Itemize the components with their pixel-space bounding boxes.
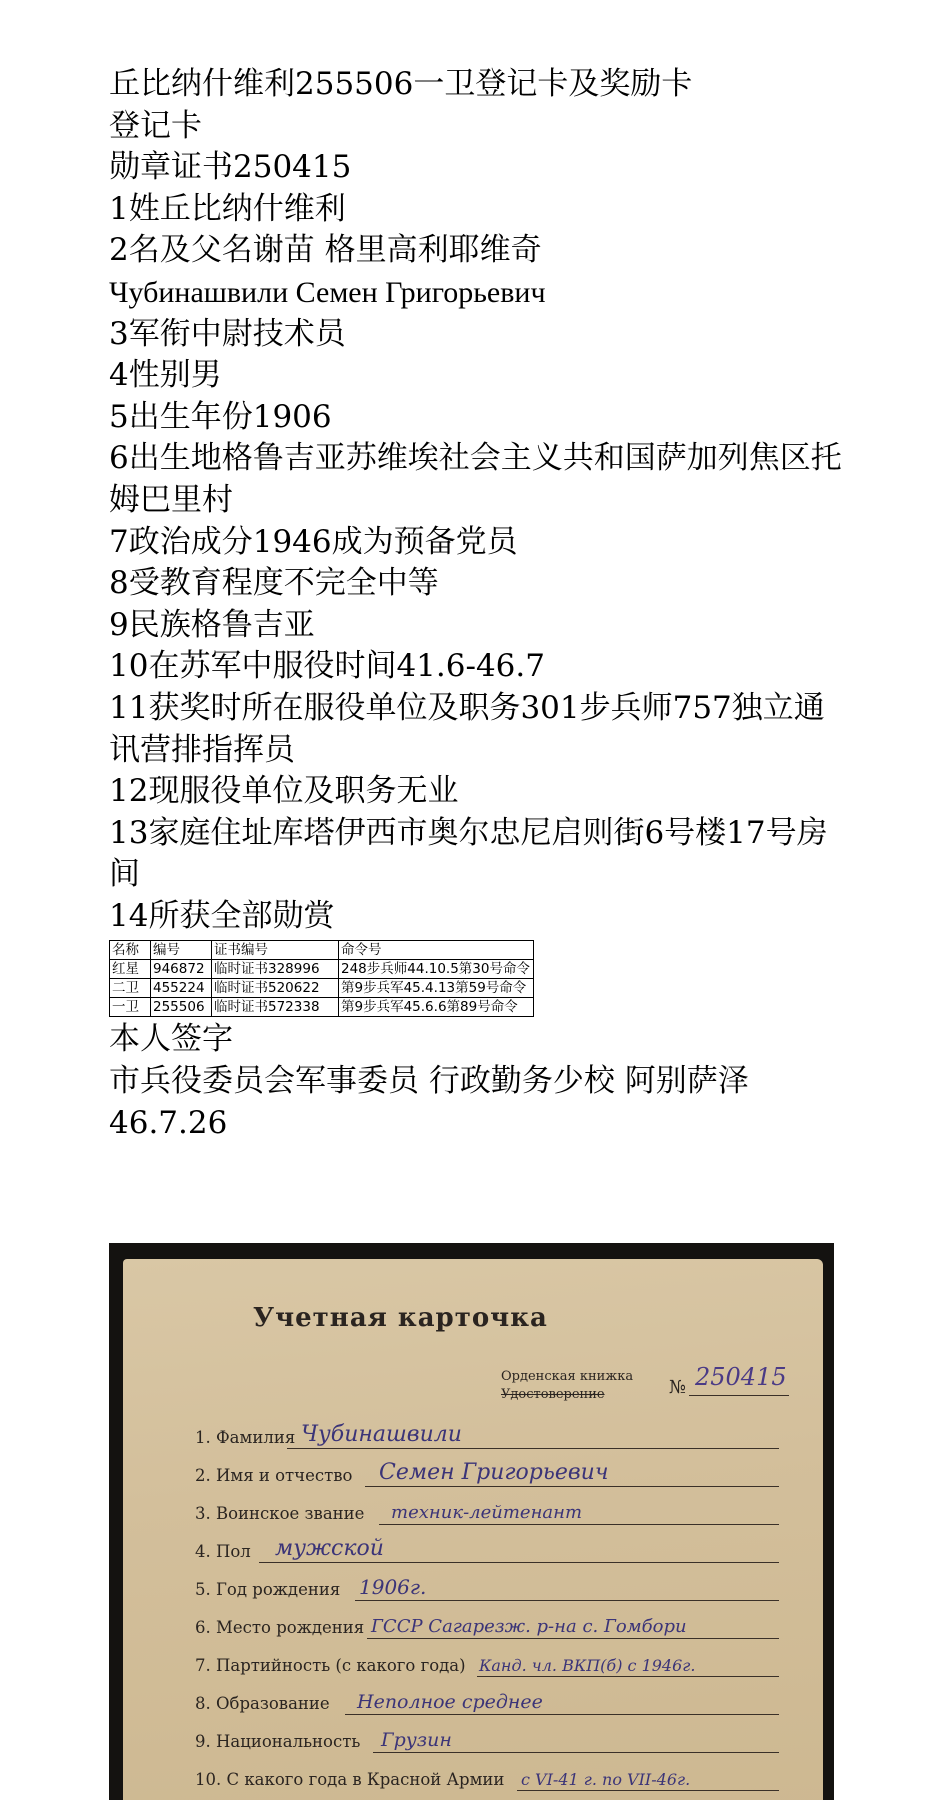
card-row-underline bbox=[355, 1600, 779, 1601]
table-cell: 第9步兵军45.6.6第89号命令 bbox=[339, 998, 534, 1017]
card-row-value: с VI-41 г. по VII-46г. bbox=[521, 1770, 691, 1789]
card-row bbox=[195, 1761, 795, 1795]
card-row-underline bbox=[345, 1714, 779, 1715]
card-row-underline bbox=[373, 1752, 779, 1753]
card-row-label: 3. Воинское звание bbox=[195, 1504, 365, 1523]
table-row bbox=[110, 979, 534, 998]
field-rank: 3军衔中尉技术员 bbox=[109, 315, 346, 352]
card-row-label: 5. Год рождения bbox=[195, 1580, 341, 1599]
card-row-value: мужской bbox=[275, 1536, 384, 1561]
section-heading: 登记卡 bbox=[109, 107, 202, 144]
doc-title: 丘比纳什维利255506一卫登记卡及奖励卡 bbox=[109, 66, 693, 102]
card-row-underline bbox=[379, 1524, 779, 1525]
card-row-label: 2. Имя и отчество bbox=[195, 1466, 353, 1485]
table-header: 证书编号 bbox=[212, 941, 339, 960]
card-row bbox=[195, 1571, 795, 1605]
card-row bbox=[195, 1723, 795, 1757]
card-row bbox=[195, 1419, 795, 1453]
card-row-underline bbox=[517, 1790, 779, 1791]
field-russian-name: Чубинашвили Семен Григорьевич bbox=[109, 275, 546, 309]
card-row bbox=[195, 1647, 795, 1681]
card-row-label: 6. Место рождения bbox=[195, 1618, 365, 1637]
date-line: 46.7.26 bbox=[109, 1104, 228, 1141]
scanned-card-photo bbox=[109, 1243, 834, 1800]
card-row-underline bbox=[259, 1562, 779, 1563]
field-current-unit: 12现服役单位及职务无业 bbox=[109, 773, 459, 810]
card-row bbox=[195, 1457, 795, 1491]
card-row bbox=[195, 1495, 795, 1529]
card-row-label: 7. Партийность (с какого года) bbox=[195, 1656, 466, 1675]
field-service-period: 10在苏军中服役时间41.6-46.7 bbox=[109, 648, 545, 685]
card-row-underline bbox=[287, 1448, 779, 1449]
card-row bbox=[195, 1533, 795, 1567]
commissar-line: 市兵役委员会军事委员 行政勤务少校 阿别萨泽 bbox=[109, 1063, 749, 1100]
table-cell: 455224 bbox=[151, 979, 212, 998]
table-cell: 255506 bbox=[151, 998, 212, 1017]
table-cell: 临时证书572338 bbox=[212, 998, 339, 1017]
card-row-value: техник-лейтенант bbox=[391, 1502, 583, 1523]
signature-line: 本人签字 bbox=[109, 1021, 233, 1058]
card-row-underline bbox=[477, 1676, 779, 1677]
card-row bbox=[195, 1609, 795, 1643]
card-row bbox=[195, 1685, 795, 1719]
card-row-label: 1. Фамилия bbox=[195, 1428, 296, 1447]
table-header: 命令号 bbox=[339, 941, 534, 960]
awards-table bbox=[109, 940, 534, 1017]
card-row-value: 1906г. bbox=[359, 1575, 427, 1599]
field-birthplace: 6出生地格鲁吉亚苏维埃社会主义共和国萨加列焦区托姆巴里村 bbox=[109, 440, 842, 518]
table-header: 名称 bbox=[110, 941, 151, 960]
transcription bbox=[109, 64, 849, 1144]
table-header-row bbox=[110, 941, 534, 960]
card-row-label: 8. Образование bbox=[195, 1694, 330, 1713]
field-address: 13家庭住址库塔伊西市奥尔忠尼启则街6号楼17号房间 bbox=[109, 814, 828, 893]
field-surname: 1姓丘比纳什维利 bbox=[109, 190, 346, 227]
table-cell: 248步兵师44.10.5第30号命令 bbox=[339, 960, 534, 979]
field-nationality: 9民族格鲁吉亚 bbox=[109, 606, 315, 643]
table-cell: 二卫 bbox=[110, 979, 151, 998]
field-party: 7政治成分1946成为预备党员 bbox=[109, 523, 518, 560]
udost-label: Удостоверение bbox=[501, 1387, 605, 1402]
card-row-value: Неполное среднее bbox=[357, 1691, 543, 1713]
table-cell: 第9步兵军45.4.13第59号命令 bbox=[339, 979, 534, 998]
table-row bbox=[110, 960, 534, 979]
card-row-value: ГССР Сагарезж. р-на с. Гомбори bbox=[371, 1616, 687, 1637]
table-cell: 临时证书328996 bbox=[212, 960, 339, 979]
card-row-value: Грузин bbox=[381, 1729, 452, 1751]
number-underline bbox=[689, 1395, 789, 1396]
orden-label: Орденская книжка bbox=[501, 1369, 634, 1384]
field-education: 8受教育程度不完全中等 bbox=[109, 565, 439, 602]
number-handwritten: 250415 bbox=[695, 1363, 787, 1391]
field-sex: 4性别男 bbox=[109, 357, 222, 394]
card-row-label: 9. Национальность bbox=[195, 1732, 361, 1751]
card-row-value: Чубинашвили bbox=[301, 1422, 462, 1447]
registration-card bbox=[123, 1259, 823, 1800]
certificate-number: 勋章证书250415 bbox=[109, 149, 352, 186]
card-row-value: Канд. чл. ВКП(б) с 1946г. bbox=[479, 1656, 696, 1675]
card-row-underline bbox=[365, 1486, 779, 1487]
table-cell: 一卫 bbox=[110, 998, 151, 1017]
table-cell: 946872 bbox=[151, 960, 212, 979]
card-row-underline bbox=[367, 1638, 779, 1639]
card-row-label: 4. Пол bbox=[195, 1542, 251, 1561]
card-row-label: 10. С какого года в Красной Армии bbox=[195, 1770, 505, 1789]
field-award-unit: 11获奖时所在服役单位及职务301步兵师757独立通讯营排指挥员 bbox=[109, 689, 825, 768]
table-header: 编号 bbox=[151, 941, 212, 960]
number-label: № bbox=[669, 1377, 687, 1398]
table-row bbox=[110, 998, 534, 1017]
field-birth-year: 5出生年份1906 bbox=[109, 398, 332, 435]
table-cell: 红星 bbox=[110, 960, 151, 979]
card-row-value: Семен Григорьевич bbox=[379, 1460, 609, 1485]
card-title: Учетная карточка bbox=[253, 1303, 548, 1333]
field-name-patronymic: 2名及父名谢苗 格里高利耶维奇 bbox=[109, 232, 542, 269]
table-cell: 临时证书520622 bbox=[212, 979, 339, 998]
field-awards: 14所获全部勋赏 bbox=[109, 897, 335, 934]
